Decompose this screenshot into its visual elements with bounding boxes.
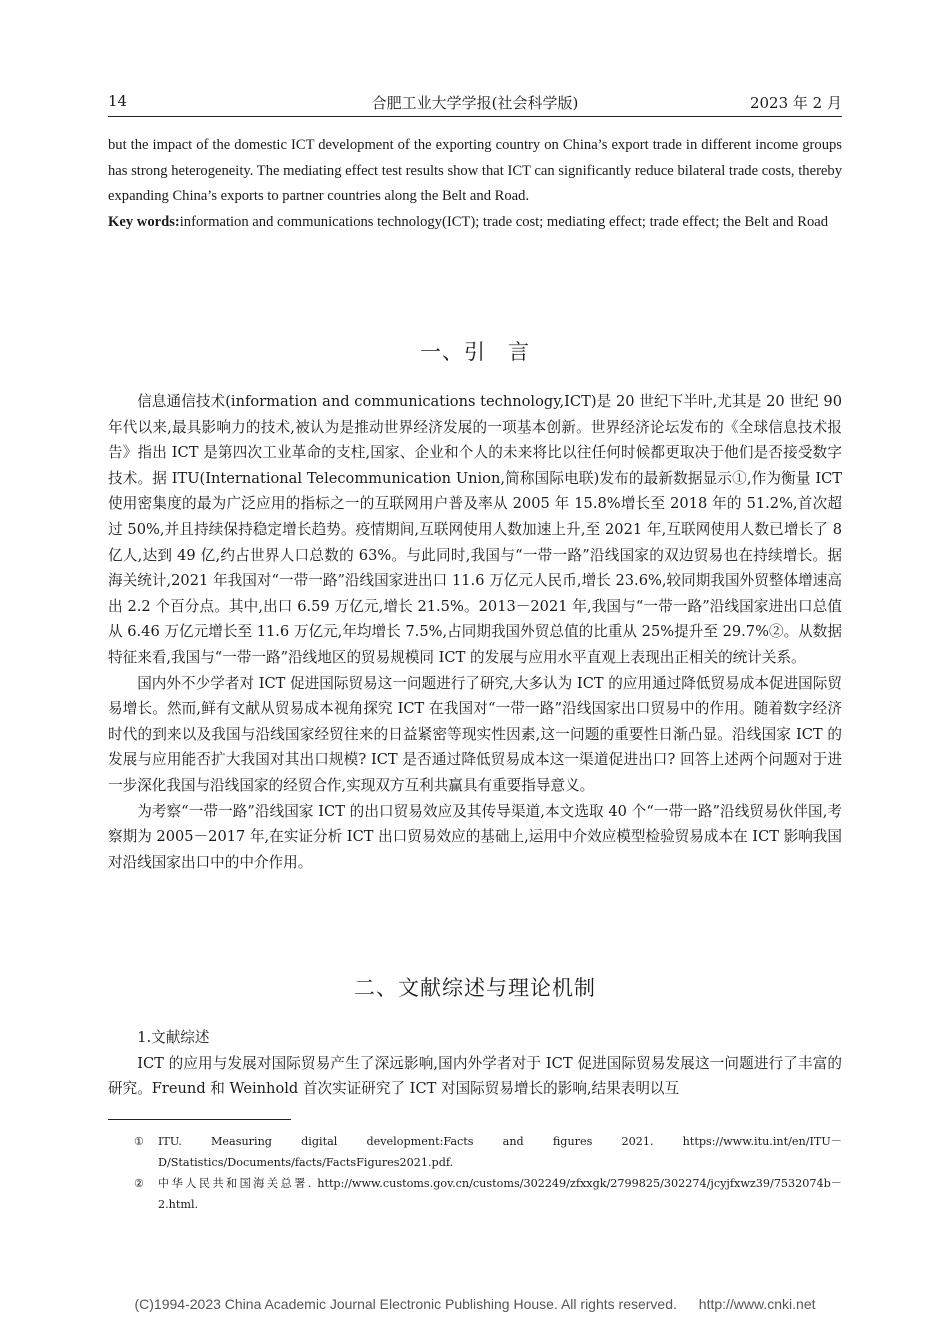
paragraph: 信息通信技术(information and communications technology,ICT)是 20 世纪下半叶,尤其是 20 世纪 90 年代以来,最具影响力的技术,被认为是推动世界经济发展的一项基本创新。世界经济论坛发布的《全球信息技术报告》指出 ICT 是第四次工业革命的支柱,国家、企业和个人的未来将比以往任何时候都更取决于他们是否接受数字技术。据 ITU(International Telecommunication Union,简称国际电联)发布的最新数据显示①,作为衡量 ICT 使用密集度的最为广泛应用的指标之一的互联网用户普及率从 2005 年 15.8%增长至 2018 年的 51.2%,首次超过 50%,并且持续保持稳定增长趋势。疫情期间,互联网使用人数加速上升,至 2021 年,互联网使用人数已增长了 8 亿人,达到 49 亿,约占世界人口总数的 63%。与此同时,我国与“一带一路”沿线国家的双边贸易也在持续增长。据海关统计,2021 年我国对“一带一路”沿线国家进出口 11.6 万亿元人民币,增长 23.6%,较同期我国外贸整体增速高出 2.2 个百分点。其中,出口 6.59 万亿元,增长 21.5%。2013－2021 年,我国与“一带一路”沿线国家进出口总值从 6.46 万亿元增长至 11.6 万亿元,年均增长 7.5%,占同期我国外贸总值的比重从 25%提升至 29.7%②。从数据特征来看,我国与“一带一路”沿线地区的贸易规模同 ICT 的发展与应用水平直观上表现出正相关的统计关系。: [108, 393, 842, 666]
header-rule: [108, 116, 842, 117]
copyright-footer: [0, 1296, 950, 1312]
keywords: [108, 210, 842, 236]
footnote-text: ITU. Measuring digital development:Facts and figures 2021. https://www.itu.int/en/ITU－D/Statistics/Documents/facts/FactsFigures2021.pdf.: [158, 1135, 842, 1169]
footnote-rule: [108, 1119, 291, 1120]
subsection-heading: 1.文献综述: [137, 1029, 210, 1046]
cnki-link[interactable]: http://www.cnki.net: [698, 1296, 816, 1312]
footnote-text: 中华人民共和国海关总署. http://www.customs.gov.cn/customs/302249/zfxxgk/2799825/302274/jcyjfxwz39/7532074b－2.html.: [158, 1177, 842, 1211]
footnote-mark: ①: [134, 1135, 145, 1148]
keywords-label: Key words:: [108, 213, 180, 230]
paragraph: 为考察“一带一路”沿线国家 ICT 的出口贸易效应及其传导渠道,本文选取 40 个“一带一路”沿线贸易伙伴国,考察期为 2005－2017 年,在实证分析 ICT 出口贸易效应的基础上,运用中介效应模型检验贸易成本在 ICT 影响我国对沿线国家出口中的中介作用。: [108, 802, 842, 871]
paragraph: ICT 的应用与发展对国际贸易产生了深远影响,国内外学者对于 ICT 促进国际贸易发展这一问题进行了丰富的研究。Freund 和 Weinhold 首次实证研究了 ICT 对国际贸易增长的影响,结果表明以互: [108, 1054, 842, 1098]
abstract-text: but the impact of the domestic ICT development of the exporting country on China’s export trade in different income groups has strong heterogeneity. The mediating effect test results show that ICT can significantly reduce bilateral trade costs, thereby expanding China’s exports to partner countries along the Belt and Road.: [108, 137, 842, 205]
abstract: [108, 133, 842, 235]
section-heading-intro: 一、引 言: [420, 340, 530, 364]
footnote-2: [108, 1173, 842, 1215]
footnote-mark: ②: [134, 1177, 145, 1190]
footnote-1: [108, 1131, 842, 1173]
copyright-text: (C)1994-2023 China Academic Journal Electronic Publishing House. All rights reserved.: [134, 1296, 677, 1312]
literature-body: [108, 1025, 842, 1102]
paragraph: 国内外不少学者对 ICT 促进国际贸易这一问题进行了研究,大多认为 ICT 的应用通过降低贸易成本促进国际贸易增长。然而,鲜有文献从贸易成本视角探究 ICT 在我国对“一带一路”沿线国家出口贸易中的作用。随着数字经济时代的到来以及我国与沿线国家经贸往来的日益紧密等现实性因素,这一问题的重要性日渐凸显。沿线国家 ICT 的发展与应用能否扩大我国对其出口规模? ICT 是否通过降低贸易成本这一渠道促进出口? 回答上述两个问题对于进一步深化我国与沿线国家的经贸合作,实现双方互利共赢具有重要指导意义。: [108, 674, 842, 794]
section-heading-literature: 二、文献综述与理论机制: [354, 976, 596, 1000]
page-header: [108, 92, 842, 116]
keywords-text: information and communications technology(ICT); trade cost; mediating effect; trade effect; the Belt and Road: [179, 213, 829, 230]
intro-body: [108, 389, 842, 875]
page-number: 14: [108, 92, 128, 110]
issue-date: 2023 年 2 月: [749, 94, 842, 112]
journal-title: 合肥工业大学学报(社会科学版): [371, 94, 579, 112]
